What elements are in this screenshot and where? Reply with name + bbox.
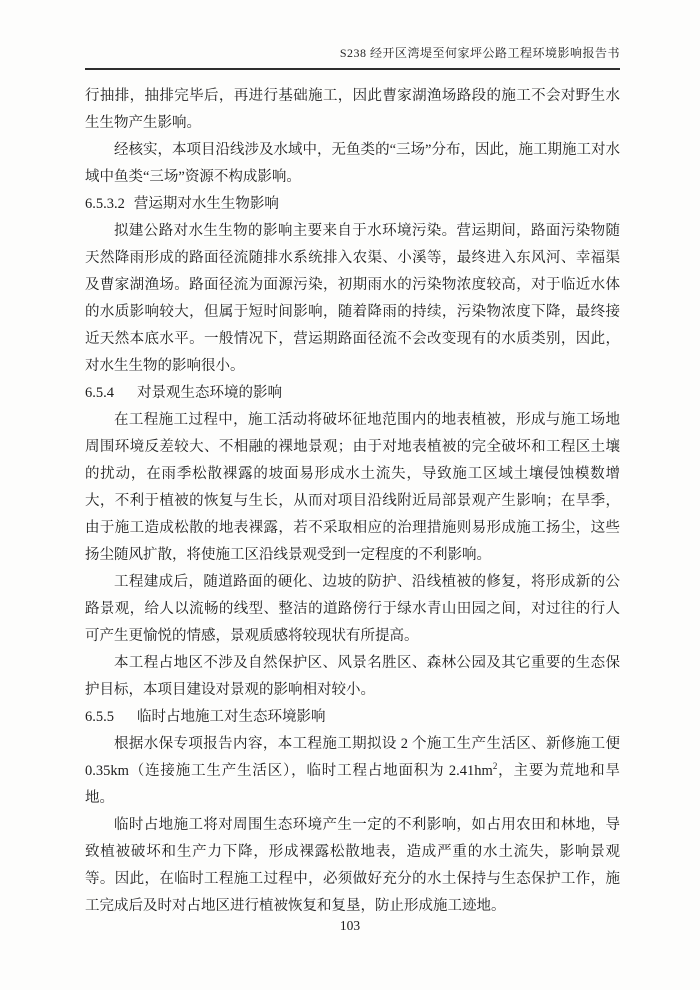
section-number: 6.5.5 <box>85 709 114 725</box>
section-number: 6.5.4 <box>85 385 114 401</box>
paragraph-temporary-land-area <box>85 731 620 812</box>
paragraph-operation-period-impact: 拟建公路对水生生物的影响主要来自于水环境污染。营运期间，路面污染物随天然降雨形成的路面径流随排水系统排入农渠、小溪等，最终进入东风河、幸福渠及曹家湖渔场。路面径流为面源污染，初期雨水的污染物浓度较高，对于临近水体的水质影响较大，但属于短时间影响，随着降雨的持续，污染物浓度下降，最终接近天然本底水平。一般情况下，营运期路面径流不会改变现有的水质类别，因此，对水生生物的影响很小。 <box>85 223 620 374</box>
square-exponent: 2 <box>492 761 498 772</box>
section-title: 营运期对水生生物影响 <box>133 196 279 212</box>
section-number: 6.5.3.2 <box>85 196 125 212</box>
page-footer <box>0 918 700 934</box>
paragraph-no-protected-areas: 本工程占地区不涉及自然保护区、风景名胜区、森林公园及其它重要的生态保护目标，本项目建设对景观的影响相对较小。 <box>85 655 620 698</box>
paragraph-post-construction-landscape: 工程建成后，随道路面的硬化、边坡的防护、沿线植被的修复，将形成新的公路景观，给人以流畅的线型、整洁的道路傍行于绿水青山田园之间，对过往的行人可产生更愉悦的情感，景观质感将较现状有所提高。 <box>85 574 620 644</box>
header-title: S238 经开区湾堤至何家坪公路工程环境影响报告书 <box>339 46 620 60</box>
document-body <box>85 83 620 920</box>
page-number: 103 <box>339 918 361 933</box>
paragraph-construction-landscape-impact: 在工程施工过程中，施工活动将破坏征地范围内的地表植被，形成与施工场地周围环境反差较大、不相融的裸地景观；由于对地表植被的完全破坏和工程区土壤的扰动，在雨季松散裸露的坡面易形成水土流失，导致施工区域土壤侵蚀模数增大，不利于植被的恢复与生长，从而对项目沿线附近局部景观产生影响；在旱季，由于施工造成松散的地表裸露，若不采取相应的治理措施则易形成施工扬尘，这些扬尘随风扩散，将使施工区沿线景观受到一定程度的不利影响。 <box>85 412 620 563</box>
paragraph-temporary-land-mitigation: 临时占地施工将对周围生态环境产生一定的不利影响，如占用农田和林地，导致植被破坏和生产力下降，形成裸露松散地表，造成严重的水土流失，影响景观等。因此，在临时工程施工过程中，必须做好充分的水土保持与生态保护工作，施工完成后及时对占地区进行植被恢复和复垦，防止形成施工迹地。 <box>85 817 620 914</box>
section-heading-6-5-5 <box>85 704 620 731</box>
section-heading-6-5-4 <box>85 380 620 407</box>
temporary-land-text-tail: ，主要为荒地和旱地。 <box>85 763 621 806</box>
page-header <box>85 44 620 70</box>
section-heading-6-5-3-2 <box>85 191 620 218</box>
section-title: 对景观生态环境的影响 <box>137 385 282 401</box>
paragraph-fish-three-fields: 经核实，本项目沿线涉及水域中，无鱼类的“三场”分布，因此，施工期施工对水域中鱼类“三场”资源不构成影响。 <box>85 142 620 185</box>
paragraph-pump-drain-continuation: 行抽排，抽排完毕后，再进行基础施工，因此曹家湖渔场路段的施工不会对野生水生生物产生影响。 <box>85 88 620 131</box>
temporary-land-text-lead: 根据水保专项报告内容，本工程施工期拟设 2 个施工生产生活区、新修施工便0.35km（连接施工生产生活区），临时工程占地面积为 2.41hm <box>85 736 620 779</box>
section-title: 临时占地施工对生态环境影响 <box>137 709 326 725</box>
